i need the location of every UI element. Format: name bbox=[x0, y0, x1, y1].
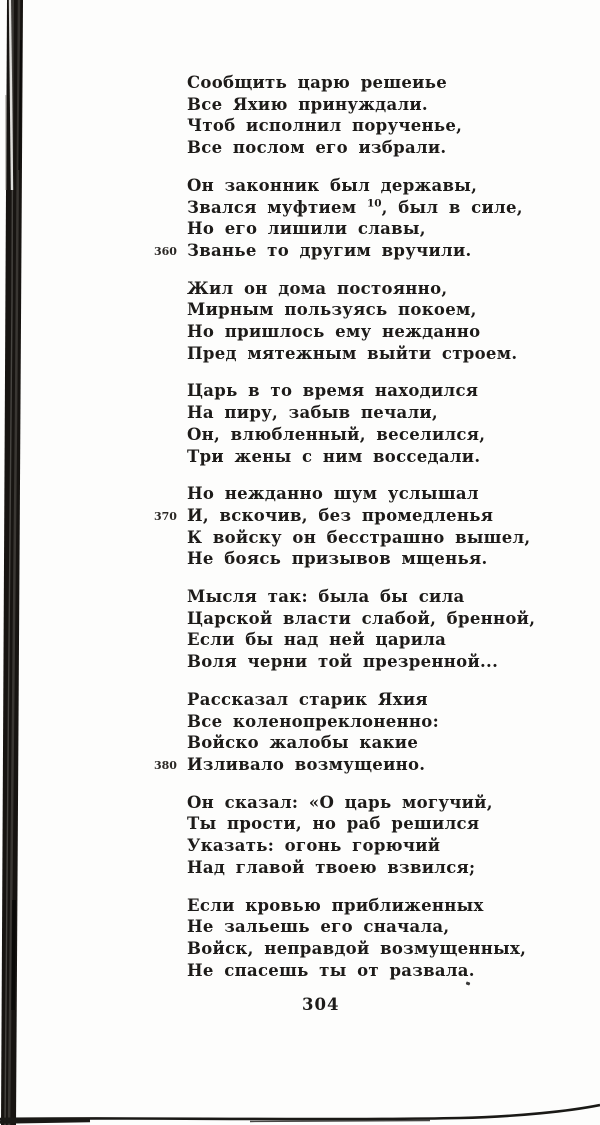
stanza-number: 380 bbox=[154, 758, 177, 772]
line-text: Не зальешь его сначала, bbox=[187, 917, 450, 937]
poem-line bbox=[187, 115, 535, 137]
stanza bbox=[154, 689, 535, 776]
line-text: Не спасешь ты от развала. bbox=[187, 960, 475, 980]
poem-line bbox=[187, 586, 535, 608]
poem-line bbox=[187, 299, 535, 321]
line-text: Царь в то время находился bbox=[187, 381, 479, 401]
poem-line bbox=[187, 402, 535, 424]
poem bbox=[154, 72, 536, 997]
page-bottom-edge bbox=[0, 1105, 600, 1122]
line-text: Пред мятежным выйти строем. bbox=[187, 343, 518, 363]
poem-line bbox=[187, 732, 535, 754]
poem-line bbox=[187, 424, 535, 446]
line-text: Все послом его избрали. bbox=[187, 138, 447, 158]
poem-line bbox=[187, 278, 535, 300]
poem-line bbox=[154, 240, 535, 262]
line-text: Рассказал старик Яхия bbox=[187, 689, 428, 709]
poem-line bbox=[187, 94, 535, 116]
poem-line bbox=[154, 754, 535, 776]
line-text: Мирным пользуясь покоем, bbox=[187, 300, 477, 320]
line-text: На пиру, забыв печали, bbox=[187, 403, 438, 423]
line-text: Званье то другим вручили. bbox=[187, 240, 472, 260]
line-text: Указать: огонь горючий bbox=[187, 836, 441, 856]
poem-line bbox=[187, 137, 535, 159]
line-text: Он сказал: «О царь могучий, bbox=[187, 792, 493, 812]
poem-line bbox=[187, 175, 535, 197]
line-text: Он, влюбленный, веселился, bbox=[187, 424, 486, 444]
poem-line bbox=[187, 483, 535, 505]
poem-line bbox=[187, 197, 535, 219]
poem-line bbox=[187, 651, 535, 673]
poem-line bbox=[187, 813, 535, 835]
line-text: Войско жалобы какие bbox=[187, 733, 419, 753]
stanza bbox=[154, 483, 535, 570]
poem-line bbox=[187, 321, 535, 343]
stanza-number: 360 bbox=[154, 244, 177, 258]
line-text: Но пришлось ему нежданно bbox=[187, 322, 481, 342]
book-gutter-shadow bbox=[1, 0, 23, 1125]
line-text: К войску он бесстрашно вышел, bbox=[187, 527, 531, 547]
line-text: Если бы над ней царила bbox=[187, 630, 447, 650]
line-text: Изливало возмущеино. bbox=[187, 754, 426, 774]
line-text: Все коленопреклоненно: bbox=[187, 711, 439, 731]
line-text: Но его лишили славы, bbox=[187, 219, 426, 239]
poem-line bbox=[187, 548, 535, 570]
stanza bbox=[187, 586, 535, 673]
poem-line bbox=[187, 218, 535, 240]
poem-line bbox=[187, 608, 535, 630]
line-text: Три жены с ним восседали. bbox=[187, 446, 481, 466]
stanza bbox=[187, 72, 535, 159]
line-text: Царской власти слабой, бренной, bbox=[187, 608, 536, 628]
poem-line bbox=[187, 792, 535, 814]
line-text: Все Яхию принуждали. bbox=[187, 94, 428, 114]
poem-line bbox=[187, 895, 535, 917]
poem-line bbox=[187, 527, 535, 549]
poem-line bbox=[187, 938, 535, 960]
poem-line bbox=[187, 960, 535, 982]
stanza-number: 370 bbox=[154, 509, 177, 523]
stanza bbox=[187, 278, 535, 365]
line-text: Чтоб исполнил порученье, bbox=[187, 116, 463, 136]
line-text: Не боясь призывов мщенья. bbox=[187, 549, 488, 569]
line-text: Звался муфтием bbox=[187, 197, 367, 217]
line-text: Жил он дома постоянно, bbox=[187, 278, 448, 298]
line-text: Если кровью приближенных bbox=[187, 895, 484, 915]
line-text: , был в силе, bbox=[381, 197, 523, 217]
line-text: Но нежданно шум услышал bbox=[187, 484, 479, 504]
stanza bbox=[154, 175, 535, 262]
poem-line bbox=[187, 629, 535, 651]
line-text: Сообщить царю решеиье bbox=[187, 73, 447, 92]
line-text: И, вскочив, без промедленья bbox=[187, 505, 494, 525]
stanza bbox=[187, 792, 535, 879]
poem-line bbox=[187, 916, 535, 938]
poem-line bbox=[187, 711, 535, 733]
line-text: Войск, неправдой возмущенных, bbox=[187, 938, 527, 958]
line-text: Ты прости, но раб решился bbox=[187, 814, 480, 834]
poem-line bbox=[187, 857, 535, 879]
line-text: Над главой твоею взвился; bbox=[187, 857, 476, 877]
poem-line bbox=[154, 505, 535, 527]
stanza bbox=[187, 895, 535, 982]
footnote-reference: 10 bbox=[366, 197, 382, 210]
line-text: Мысля так: была бы сила bbox=[187, 587, 465, 607]
poem-line bbox=[187, 72, 535, 94]
line-text: Он законник был державы, bbox=[187, 175, 478, 195]
poem-line bbox=[187, 343, 535, 365]
poem-line bbox=[187, 380, 535, 402]
page-number: 304 bbox=[302, 995, 340, 1014]
poem-line bbox=[187, 689, 535, 711]
stanza bbox=[187, 380, 535, 467]
poem-line bbox=[187, 835, 535, 857]
poem-line bbox=[187, 446, 535, 468]
line-text: Воля черни той презренной... bbox=[187, 652, 499, 672]
